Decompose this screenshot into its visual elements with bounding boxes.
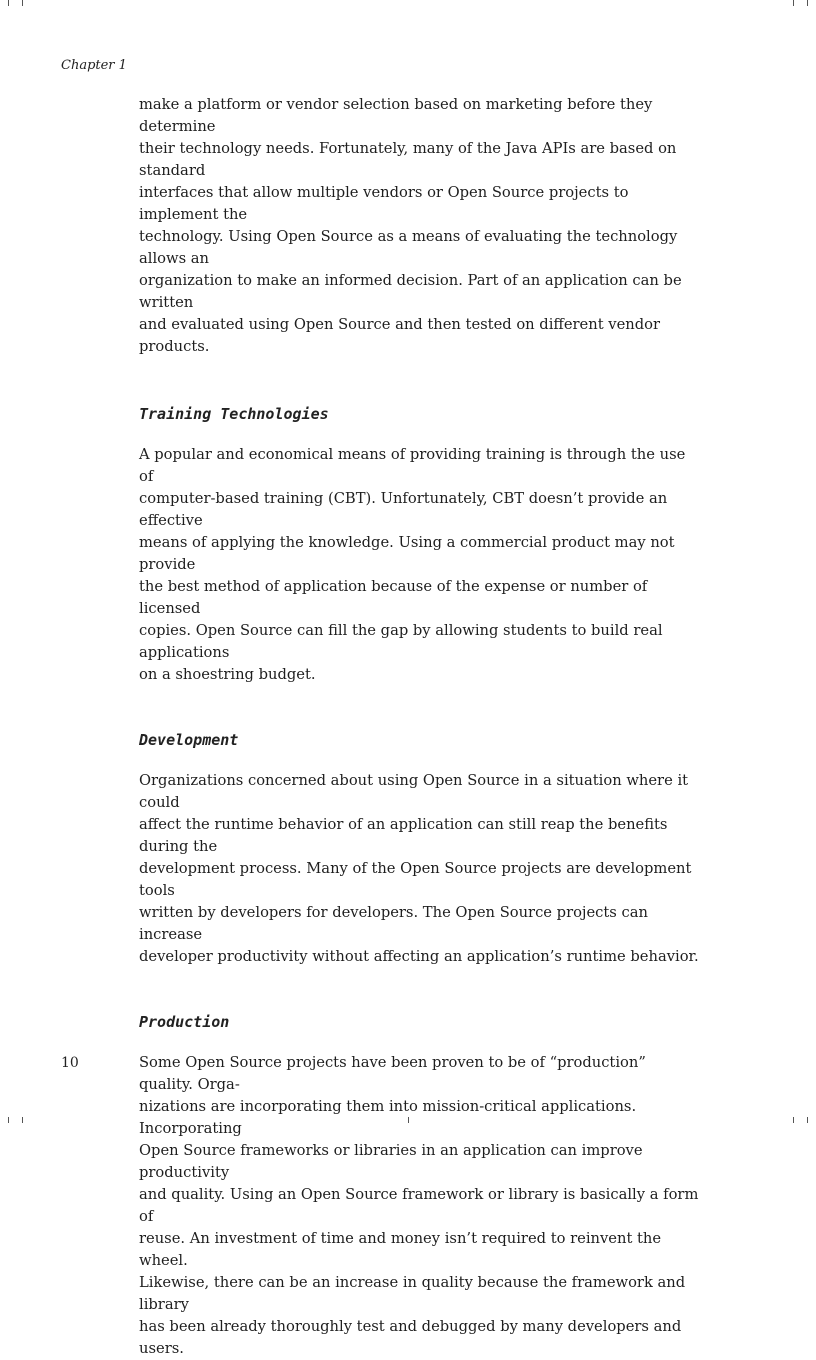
section-heading-production: Production (139, 1013, 230, 1031)
text-line: Likewise, there can be an increase in quality because the framework and library (139, 1274, 686, 1313)
page-body (139, 94, 699, 1360)
section-heading-training-technologies: Training Technologies (139, 405, 329, 423)
running-head: Chapter 1 (61, 58, 127, 73)
section-paragraph-training-technologies (139, 444, 699, 686)
text-line: reuse. An investment of time and money isn’t required to reinvent the wheel. (139, 1230, 662, 1269)
text-line: on a shoestring budget. (139, 666, 316, 683)
crop-mark-bottom-left (8, 1117, 9, 1123)
text-line: written by developers for developers. The Open Source projects can increase (139, 904, 648, 943)
text-line: Organizations concerned about using Open Source in a situation where it could (139, 772, 689, 811)
text-line: computer-based training (CBT). Unfortunately, CBT doesn’t provide an effective (139, 490, 668, 529)
text-line: the best method of application because of the expense or number of licensed (139, 578, 648, 617)
crop-mark-bottom-right-2 (807, 1117, 808, 1123)
crop-mark-top-left-2 (22, 0, 23, 6)
crop-mark-top-left (8, 0, 9, 6)
text-line: their technology needs. Fortunately, many of the Java APIs are based on standard (139, 140, 677, 179)
text-line: A popular and economical means of providing training is through the use of (139, 446, 686, 485)
text-line: developer productivity without affecting an application’s runtime behavior. (139, 948, 699, 965)
text-line: and quality. Using an Open Source framework or library is basically a form of (139, 1186, 699, 1225)
text-line: make a platform or vendor selection based on marketing before they determine (139, 96, 653, 135)
text-line: Some Open Source projects have been proven to be of “production” quality. Orga- (139, 1054, 646, 1093)
section-paragraph-production (139, 1052, 699, 1360)
text-line: interfaces that allow multiple vendors or Open Source projects to implement the (139, 184, 629, 223)
text-line: and evaluated using Open Source and then tested on different vendor products. (139, 316, 660, 355)
crop-mark-top-right-2 (807, 0, 808, 6)
text-line: affect the runtime behavior of an application can still reap the benefits during the (139, 816, 668, 855)
crop-mark-bottom-right (793, 1117, 794, 1123)
text-line: development process. Many of the Open Source projects are development tools (139, 860, 692, 899)
text-line: has been already thoroughly test and debugged by many developers and users. (139, 1318, 682, 1357)
section-heading-development: Development (139, 731, 239, 749)
crop-mark-bottom-left-2 (22, 1117, 23, 1123)
section-paragraph-development (139, 770, 699, 968)
text-line: nizations are incorporating them into mission-critical applications. Incorporating (139, 1098, 637, 1137)
crop-mark-top-right (793, 0, 794, 6)
text-line: Open Source frameworks or libraries in an application can improve productivity (139, 1142, 643, 1181)
opening-paragraph (139, 94, 699, 358)
page-number: 10 (61, 1055, 79, 1071)
text-line: copies. Open Source can fill the gap by allowing students to build real applications (139, 622, 663, 661)
text-line: technology. Using Open Source as a means of evaluating the technology allows an (139, 228, 678, 267)
text-line: organization to make an informed decision. Part of an application can be written (139, 272, 682, 311)
text-line: means of applying the knowledge. Using a commercial product may not provide (139, 534, 675, 573)
